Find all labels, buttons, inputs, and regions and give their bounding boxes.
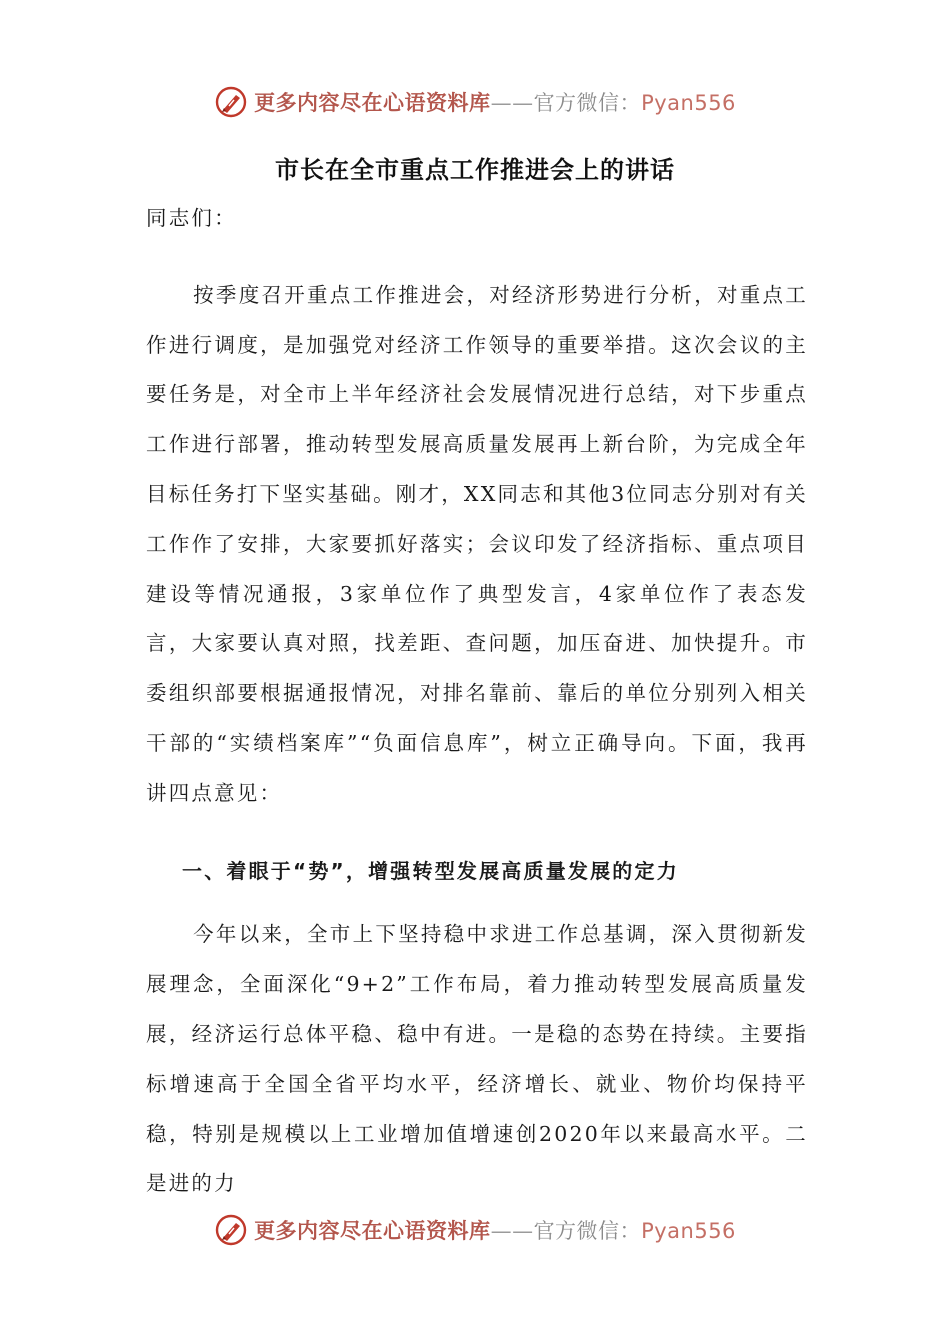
greeting: 同志们： [146,206,237,230]
header-wechat-label: 官方微信： [533,91,642,115]
footer-banner [0,1210,950,1250]
footer-brand: 更多内容尽在心语资料库 [254,1219,491,1243]
pen-nib-logo-icon [214,85,248,119]
footer-banner-text [254,1215,736,1245]
header-brand: 更多内容尽在心语资料库 [254,91,491,115]
header-banner [0,82,950,122]
footer-wechat-label: 官方微信： [533,1219,642,1243]
section-heading: 一、着眼于“势”，增强转型发展高质量发展的定力 [182,858,679,883]
paragraph: 今年以来，全市上下坚持稳中求进工作总基调，深入贯彻新发展理念，全面深化“9+2”工作布局，着力推动转型发展高质量发展，经济运行总体平稳、稳中有进。一是稳的态势在持续。主要指标增速高于全国全省平均水平，经济增长、就业、物价均保持平稳，特别是规模以上工业增加值增速创2020年以来最高水平。二是进的力 [146,922,808,1196]
pen-nib-logo-icon [214,1213,248,1247]
footer-separator: —— [490,1219,534,1243]
header-wechat-id: Pyan556 [641,91,736,115]
footer-wechat-id: Pyan556 [641,1219,736,1243]
header-separator: —— [490,91,534,115]
document-body [146,194,808,1209]
document-title: 市长在全市重点工作推进会上的讲话 [275,156,675,184]
paragraph: 按季度召开重点工作推进会，对经济形势进行分析，对重点工作进行调度，是加强党对经济工作领导的重要举措。这次会议的主要任务是，对全市上半年经济社会发展情况进行总结，对下步重点工作进行部署，推动转型发展高质量发展再上新台阶，为完成全年目标任务打下坚实基础。刚才，XX同志和其他3位同志分别对有关工作作了安排，大家要抓好落实；会议印发了经济指标、重点项目建设等情况通报，3家单位作了典型发言，4家单位作了表态发言，大家要认真对照，找差距、查问题，加压奋进、加快提升。市委组织部要根据通报情况，对排名靠前、靠后的单位分别列入相关干部的“实绩档案库”“负面信息库”，树立正确导向。下面，我再讲四点意见： [146,282,808,805]
header-banner-text [254,87,736,117]
